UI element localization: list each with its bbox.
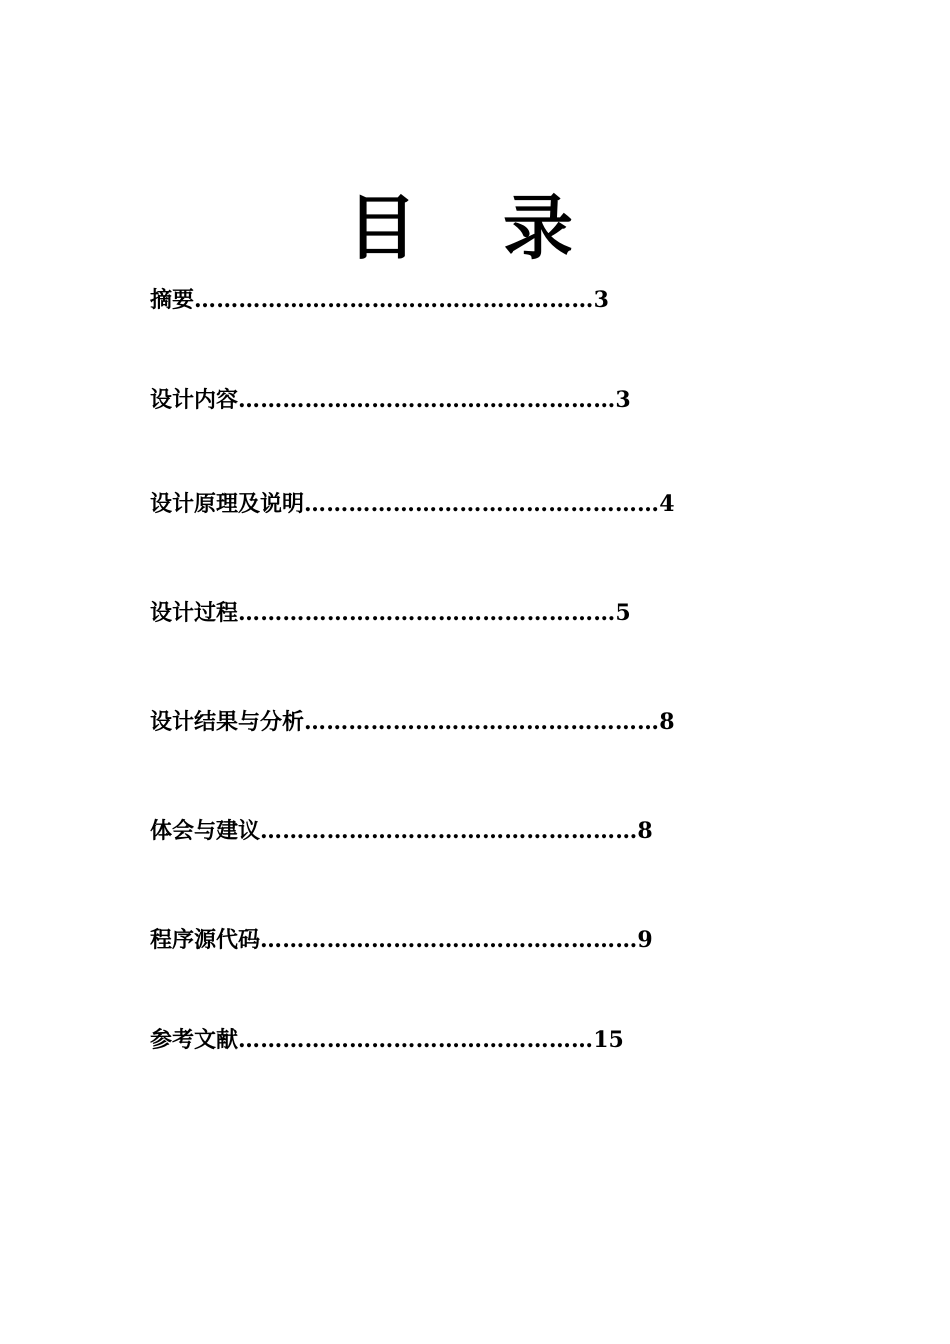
toc-entry-page: 3 [615,387,631,413]
toc-entry-design-results[interactable] [150,708,675,736]
toc-entry-title: 设计内容 [150,387,239,413]
toc-entry-source-code[interactable] [150,926,653,954]
toc-entry-design-process[interactable] [150,599,631,627]
toc-title: 目录 [347,186,659,269]
toc-entry-title: 参考文献 [150,1027,239,1053]
toc-entry-design-principle[interactable] [150,490,675,518]
toc-entry-experience[interactable] [150,817,653,845]
toc-entry-abstract[interactable] [150,286,609,314]
toc-entry-page: 8 [659,709,675,735]
toc-leader-dots: ………………………………………… [304,709,660,735]
toc-leader-dots: ………………………………………… [238,1027,594,1053]
toc-leader-dots: …………………………………………… [260,818,638,844]
toc-entry-page: 15 [593,1027,624,1053]
toc-leader-dots: ………………………………………… [304,491,660,517]
toc-entry-title: 程序源代码 [150,927,261,953]
toc-entry-title: 设计过程 [150,600,239,626]
toc-entry-page: 3 [593,287,609,313]
toc-entry-page: 4 [659,491,675,517]
toc-entry-page: 8 [637,818,653,844]
toc-leader-dots: …………………………………………… [238,600,616,626]
toc-entry-design-content[interactable] [150,386,631,414]
toc-entry-title: 设计结果与分析 [150,709,305,735]
toc-entry-page: 9 [637,927,653,953]
toc-entry-page: 5 [615,600,631,626]
toc-leader-dots: …………………………………………… [260,927,638,953]
toc-leader-dots: …………………………………………… [238,387,616,413]
toc-entry-title: 设计原理及说明 [150,491,305,517]
toc-leader-dots: ……………………………………………… [194,287,594,313]
toc-entry-title: 摘要 [150,287,195,313]
toc-entry-references[interactable] [150,1026,624,1054]
toc-entry-title: 体会与建议 [150,818,261,844]
